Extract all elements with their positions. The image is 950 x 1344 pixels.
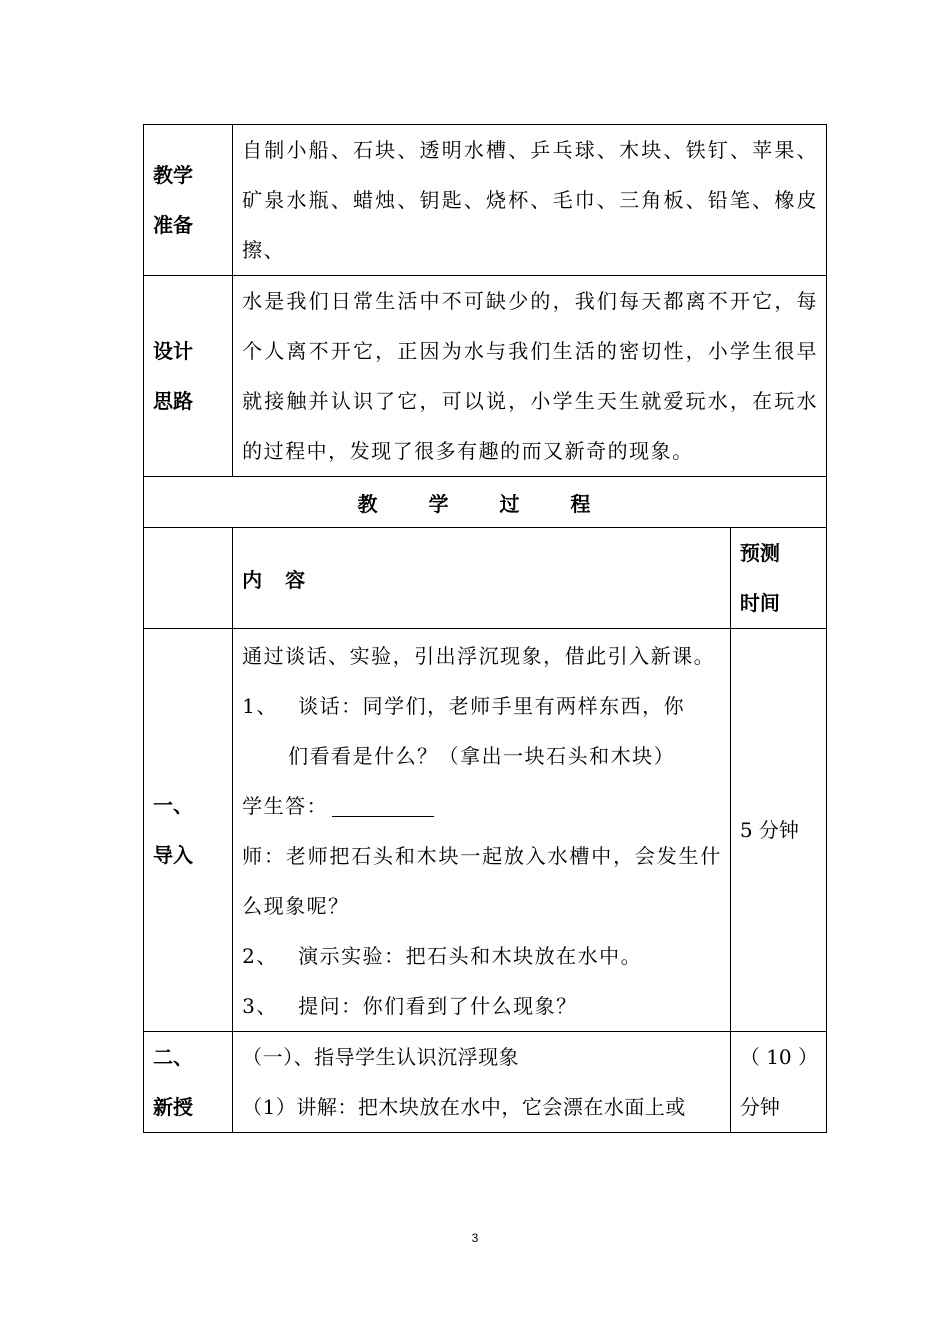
new-time-line1: （ 10 ） bbox=[739, 1045, 819, 1069]
new-label-line2: 新授 bbox=[153, 1095, 193, 1119]
intro-label bbox=[144, 629, 233, 1032]
new-time bbox=[730, 1032, 826, 1133]
intro-item-3-text: 提问：你们看到了什么现象？ bbox=[298, 994, 578, 1018]
design-text: 水是我们日常生活中不可缺少的，我们每天都离不开它，每个人离不开它，正因为水与我们生活的密切性，小学生很早就接触并认识了它，可以说，小学生天生就爱玩水，在玩水的过程中，发现了很多有趣的而又新奇的现象。 bbox=[233, 276, 827, 477]
process-title: 教 学 过 程 bbox=[144, 477, 827, 528]
new-time-line2: 分钟 bbox=[739, 1095, 780, 1119]
student-answer-line bbox=[242, 781, 722, 831]
page-number: 3 bbox=[471, 1231, 479, 1245]
intro-item-1 bbox=[242, 681, 722, 731]
design-row bbox=[144, 276, 827, 477]
answer-blank bbox=[332, 796, 434, 817]
intro-item-1-cont: 们看看是什么？（拿出一块石头和木块） bbox=[288, 744, 676, 768]
new-line-1: （一）、指导学生认识沉浮现象 bbox=[242, 1045, 520, 1069]
design-label-line1: 设计 bbox=[153, 339, 193, 363]
prep-row bbox=[144, 125, 827, 276]
student-answer-label: 学生答： bbox=[242, 794, 329, 818]
new-line-2: （1）讲解：把木块放在水中，它会漂在水面上或 bbox=[242, 1095, 686, 1119]
intro-item-3-num: 3、 bbox=[242, 994, 278, 1018]
header-content: 内 容 bbox=[233, 528, 731, 629]
intro-label-line1: 一、 bbox=[153, 793, 193, 817]
intro-item-2-num: 2、 bbox=[242, 944, 278, 968]
prep-label bbox=[144, 125, 233, 276]
design-label-line2: 思路 bbox=[153, 389, 193, 413]
intro-label-line2: 导入 bbox=[153, 843, 193, 867]
header-row bbox=[144, 528, 827, 629]
teacher-question: 师：老师把石头和木块一起放入水槽中，会发生什么现象呢？ bbox=[242, 844, 722, 918]
prep-label-line2: 准备 bbox=[153, 213, 193, 237]
new-label-line1: 二、 bbox=[153, 1045, 193, 1069]
header-time-line1: 预测 bbox=[739, 541, 780, 565]
prep-label-line1: 教学 bbox=[153, 163, 193, 187]
new-label bbox=[144, 1032, 233, 1133]
intro-content bbox=[233, 629, 731, 1032]
intro-item-3 bbox=[242, 981, 722, 1031]
new-content bbox=[233, 1032, 731, 1133]
intro-item-1-num: 1、 bbox=[242, 694, 278, 718]
new-row bbox=[144, 1032, 827, 1133]
intro-item-2-text: 演示实验：把石头和木块放在水中。 bbox=[298, 944, 643, 968]
lesson-plan-table bbox=[143, 124, 827, 1133]
intro-time: 5 分钟 bbox=[730, 629, 826, 1032]
intro-item-1-text: 谈话：同学们，老师手里有两样东西，你 bbox=[298, 694, 686, 718]
process-title-row bbox=[144, 477, 827, 528]
intro-item-2 bbox=[242, 931, 722, 981]
header-time bbox=[730, 528, 826, 629]
header-time-line2: 时间 bbox=[739, 591, 780, 615]
intro-goal: 通过谈话、实验，引出浮沉现象，借此引入新课。 bbox=[242, 644, 716, 668]
design-label bbox=[144, 276, 233, 477]
header-empty-cell bbox=[144, 528, 233, 629]
prep-text: 自制小船、石块、透明水槽、乒乓球、木块、铁钉、苹果、矿泉水瓶、蜡烛、钥匙、烧杯、毛巾、三角板、铅笔、橡皮擦、 bbox=[233, 125, 827, 276]
intro-row bbox=[144, 629, 827, 1032]
